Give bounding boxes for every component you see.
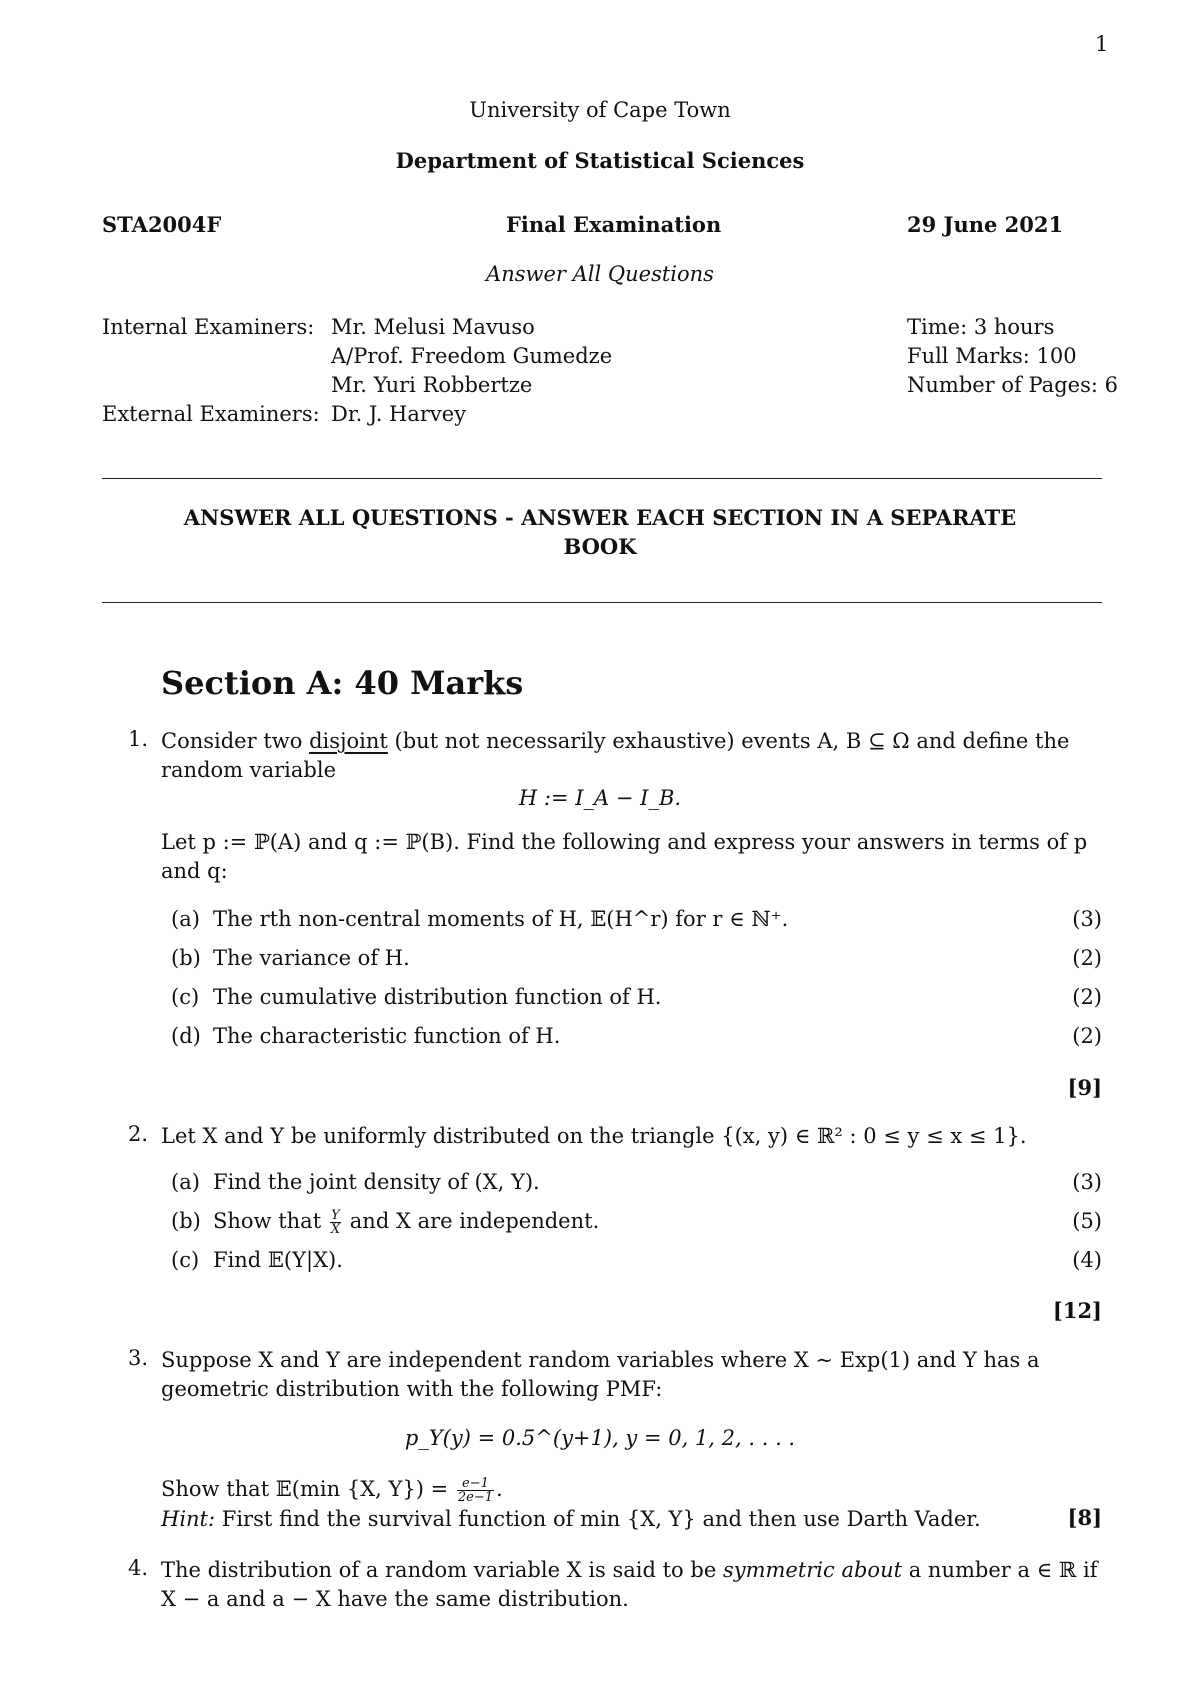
internal-examiner-1: Mr. Melusi Mavuso xyxy=(331,315,535,339)
department-name: Department of Statistical Sciences xyxy=(395,148,805,173)
question-2c-marks: (4) xyxy=(1072,1248,1102,1272)
question-1-intro: Consider two disjoint (but not necessarily exhaustive) events A, B ⊆ Ω and define the random variable xyxy=(161,729,1070,782)
bottom-divider xyxy=(102,602,1102,603)
internal-examiner-2: A/Prof. Freedom Gumedze xyxy=(331,344,613,368)
university-name: University of Cape Town xyxy=(469,98,731,122)
question-1-total: [9] xyxy=(1067,1075,1102,1100)
question-2a: (a) Find the joint density of (X, Y). xyxy=(171,1170,540,1194)
question-1-body: Let p := ℙ(A) and q := ℙ(B). Find the following and express your answers in terms of p and q: xyxy=(161,830,1088,883)
question-1b: (b) The variance of H. xyxy=(171,946,410,970)
question-2b-marks: (5) xyxy=(1072,1209,1102,1233)
banner-line-1: ANSWER ALL QUESTIONS - ANSWER EACH SECTION IN A SEPARATE xyxy=(183,505,1017,530)
banner-line-2: BOOK xyxy=(563,534,637,559)
top-divider xyxy=(102,478,1102,479)
question-2-total: [12] xyxy=(1052,1298,1102,1323)
question-1a-marks: (3) xyxy=(1072,907,1102,931)
question-1d-marks: (2) xyxy=(1072,1024,1102,1048)
external-examiners-label: External Examiners: xyxy=(102,402,320,426)
question-1a: (a) The rth non-central moments of H, 𝔼(H^r) for r ∈ ℕ⁺. xyxy=(171,907,789,931)
question-1c-marks: (2) xyxy=(1072,985,1102,1009)
question-2b: (b) Show that $\frac{Y}{X}$ and X are independent. xyxy=(171,1208,600,1237)
section-title: Section A: 40 Marks xyxy=(161,664,524,702)
question-3-equation: p_Y(y) = 0.5^(y+1), y = 0, 1, 2, . . . . xyxy=(404,1426,796,1450)
question-3-intro: Suppose X and Y are independent random variables where X ∼ Exp(1) and Y has a geometric distribution with the following PMF: xyxy=(161,1348,1040,1401)
result-fraction: $\frac{e-1}{2e-1}$ xyxy=(457,1476,494,1505)
question-2c: (c) Find 𝔼(Y|X). xyxy=(171,1248,343,1272)
question-1-number: 1. xyxy=(128,727,149,751)
exam-time: Time: 3 hours xyxy=(907,315,1055,339)
exam-type: Final Examination xyxy=(506,212,722,237)
question-2-number: 2. xyxy=(128,1122,149,1146)
question-2-intro: Let X and Y be uniformly distributed on the triangle {(x, y) ∈ ℝ² : 0 ≤ y ≤ x ≤ 1}. xyxy=(161,1124,1027,1148)
question-4-number: 4. xyxy=(128,1556,149,1580)
subtitle: Answer All Questions xyxy=(486,262,714,286)
question-2a-marks: (3) xyxy=(1072,1170,1102,1194)
question-3-hint: Hint: First find the survival function of min {X, Y} and then use Darth Vader. xyxy=(161,1507,981,1531)
question-1c: (c) The cumulative distribution function of H. xyxy=(171,985,662,1009)
question-3-show: Show that 𝔼(min {X, Y}) = $\frac{e-1}{2e-1}$ . xyxy=(161,1476,503,1505)
full-marks: Full Marks: 100 xyxy=(907,344,1077,368)
question-3-number: 3. xyxy=(128,1346,149,1370)
disjoint-emphasis: disjoint xyxy=(309,729,388,753)
question-3-total: [8] xyxy=(1067,1505,1102,1530)
question-1-equation: H := I_A − I_B. xyxy=(518,786,682,810)
number-of-pages: Number of Pages: 6 xyxy=(907,373,1118,397)
question-4-intro: The distribution of a random variable X is said to be symmetric about a number a ∈ ℝ if X − a and a − X have the same distribution. xyxy=(161,1558,1098,1611)
question-1d: (d) The characteristic function of H. xyxy=(171,1024,561,1048)
y-over-x-fraction: $\frac{Y}{X}$ xyxy=(330,1208,341,1237)
page-number: 1 xyxy=(1095,32,1109,56)
internal-examiner-3: Mr. Yuri Robbertze xyxy=(331,373,533,397)
internal-examiners-label: Internal Examiners: xyxy=(102,315,315,339)
exam-date: 29 June 2021 xyxy=(907,212,1064,237)
course-code: STA2004F xyxy=(102,212,222,237)
question-1b-marks: (2) xyxy=(1072,946,1102,970)
external-examiner-1: Dr. J. Harvey xyxy=(331,402,467,426)
